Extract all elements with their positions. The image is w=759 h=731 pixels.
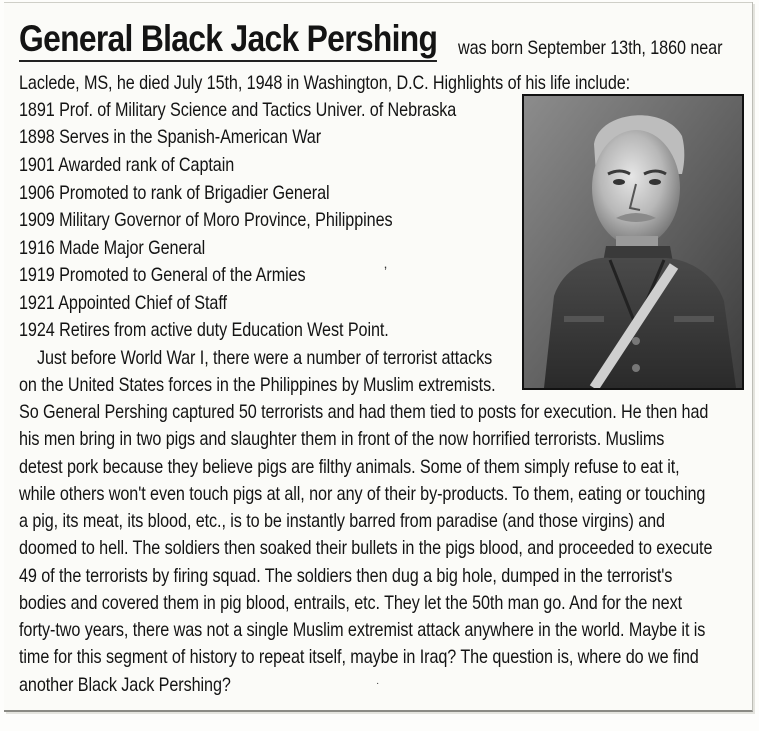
body-line: bodies and covered them in pig blood, entrails, etc. They let the 50th man go. And for the next xyxy=(19,592,683,614)
intro-line-1: was born September 13th, 1860 near xyxy=(458,37,723,59)
timeline-item: 1924 Retires from active duty Education West Point. xyxy=(19,319,389,341)
timeline-item: 1916 Made Major General xyxy=(19,237,206,259)
body-line: forty-two years, there was not a single Muslim extremist attack anywhere in the world. Maybe it is xyxy=(19,619,706,641)
body-line: another Black Jack Pershing? xyxy=(19,674,231,696)
body-line: his men bring in two pigs and slaughter them in front of the now horrified terrorists. Muslims xyxy=(19,428,665,450)
timeline-item: 1909 Military Governor of Moro Province, Philippines xyxy=(19,209,393,231)
newspaper-clipping xyxy=(4,2,753,712)
body-line: time for this segment of history to repeat itself, maybe in Iraq? The question is, where do we find xyxy=(19,646,699,668)
timeline-item: 1921 Appointed Chief of Staff xyxy=(19,292,227,314)
body-line: 49 of the terrorists by firing squad. The soldiers then dug a big hole, dumped in the terrorist's xyxy=(19,565,673,587)
scan-speck: ʼ xyxy=(384,264,388,280)
body-line: on the United States forces in the Philippines by Muslim extremists. xyxy=(19,374,496,396)
timeline-item: 1891 Prof. of Military Science and Tactics Univer. of Nebraska xyxy=(19,99,457,121)
intro-line-2: Laclede, MS, he died July 15th, 1948 in Washington, D.C. Highlights of his life include: xyxy=(19,72,631,94)
timeline-item: 1901 Awarded rank of Captain xyxy=(19,154,235,176)
body-line: detest pork because they believe pigs are filthy animals. Some of them simply refuse to eat it, xyxy=(19,456,680,478)
body-line: Just before World War I, there were a number of terrorist attacks xyxy=(37,347,493,369)
body-line: So General Pershing captured 50 terrorists and had them tied to posts for execution. He then had xyxy=(19,401,709,423)
timeline-item: 1898 Serves in the Spanish-American War xyxy=(19,126,322,148)
timeline-item: 1906 Promoted to rank of Brigadier General xyxy=(19,182,330,204)
scan-speck: · xyxy=(376,678,380,689)
portrait-illustration xyxy=(524,96,742,388)
timeline-item: 1919 Promoted to General of the Armies xyxy=(19,264,306,286)
portrait-photo xyxy=(522,94,744,390)
body-line: while others won't even touch pigs at all, nor any of their by-products. To them, eating or touching xyxy=(19,483,706,505)
body-line: a pig, its meat, its blood, etc., is to be instantly barred from paradise (and those virgins) and xyxy=(19,510,665,532)
headline: General Black Jack Pershing xyxy=(19,20,437,62)
body-line: doomed to hell. The soldiers then soaked their bullets in the pigs blood, and proceeded to execute xyxy=(19,537,713,559)
